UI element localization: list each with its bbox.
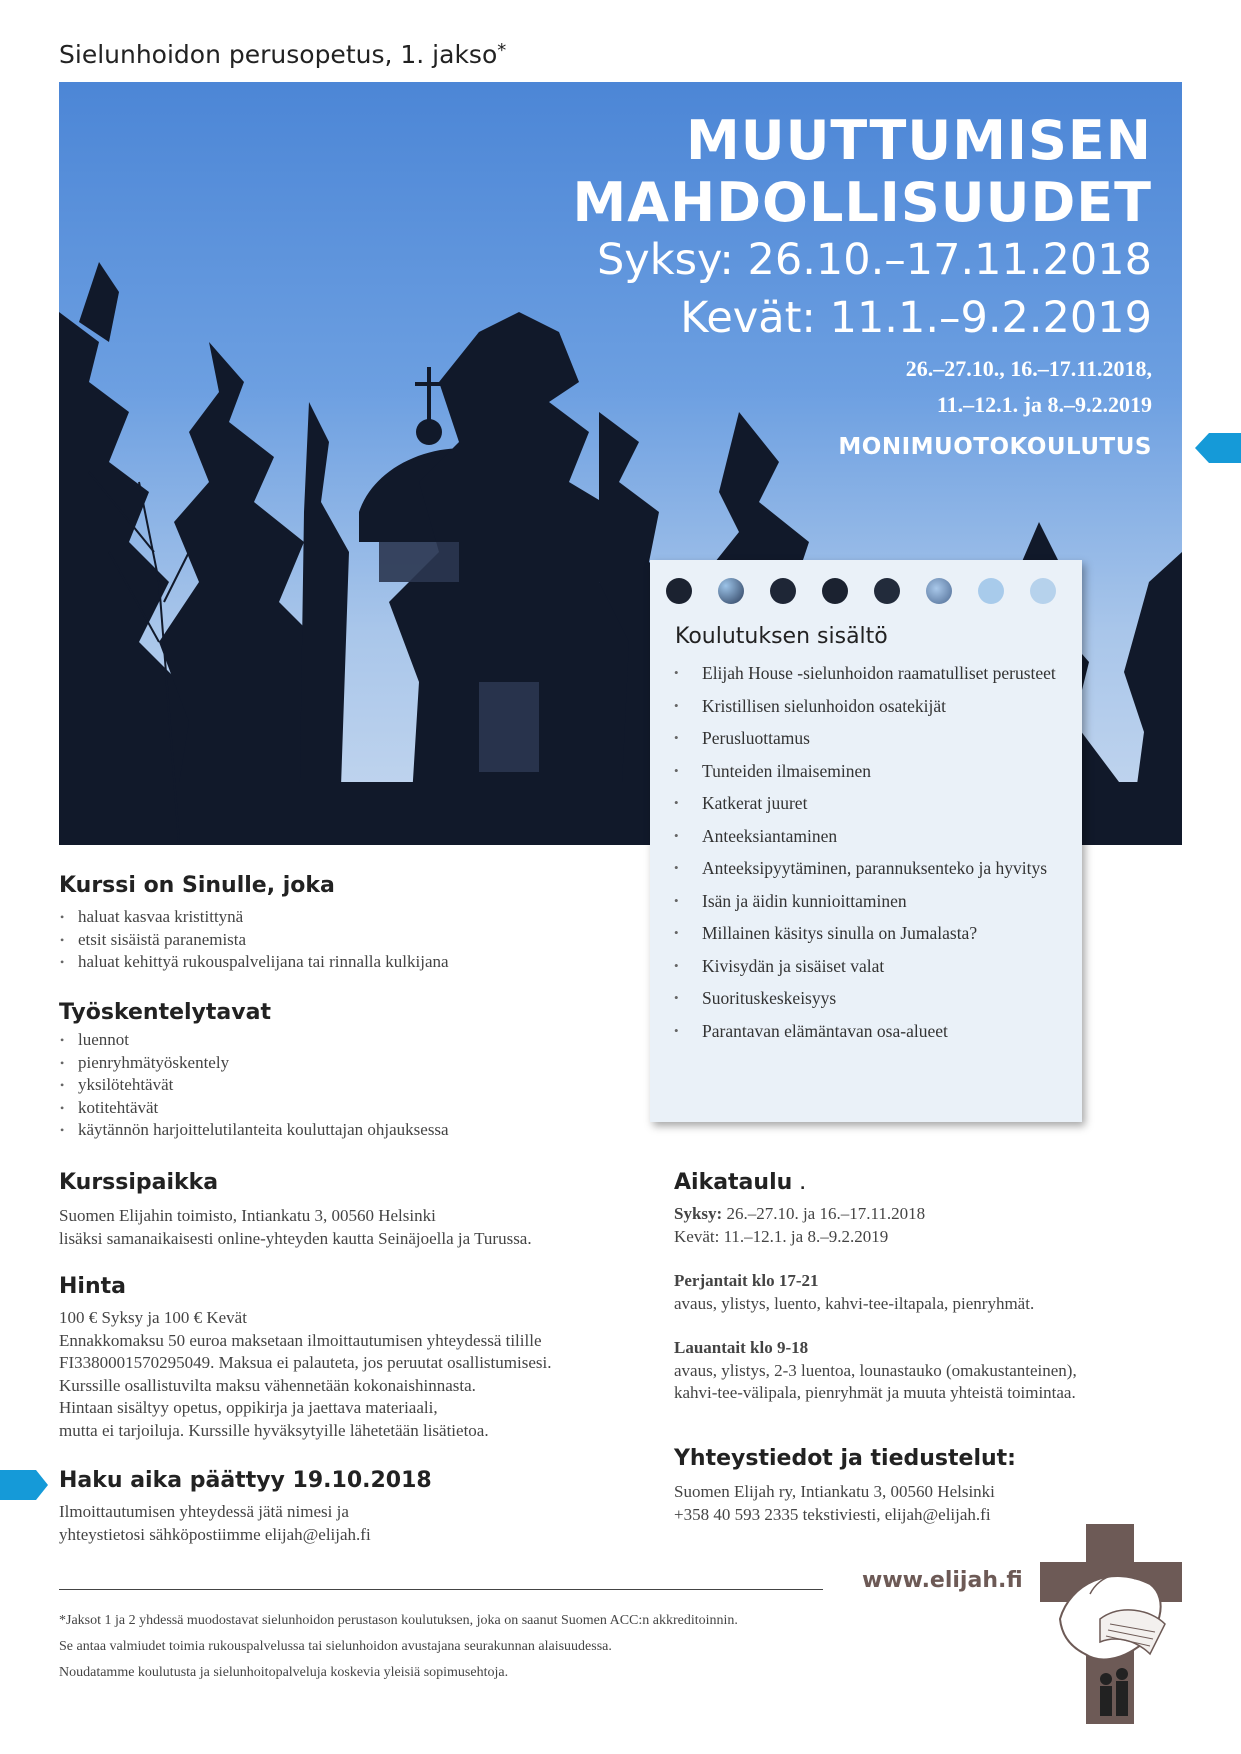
footnote-line: *Jaksot 1 ja 2 yhdessä muodostavat sielunhoidon perustason koulutuksen, joka on saanut Suomen ACC:n akkreditoinnin. bbox=[59, 1613, 738, 1628]
contact-section bbox=[674, 1446, 1194, 1526]
list-item: • Millainen käsitys sinulla on Jumalasta? bbox=[672, 920, 1067, 947]
deadline-text: Ilmoittautumisen yhteydessä jätä nimesi ja bbox=[59, 1502, 349, 1521]
hero-spring-dates: Kevät: 11.1.–9.2.2019 bbox=[680, 293, 1152, 343]
hero-autumn-dates: Syksy: 26.10.–17.11.2018 bbox=[597, 235, 1152, 285]
moon-phase-icon bbox=[666, 578, 692, 604]
course-content-title: Koulutuksen sisältö bbox=[675, 624, 888, 649]
moon-phase-icon bbox=[1030, 578, 1056, 604]
list-item: • luennot bbox=[59, 1029, 619, 1052]
list-item: • Anteeksipyytäminen, parannuksenteko ja hyvitys bbox=[672, 855, 1067, 882]
list-item: • yksilötehtävät bbox=[59, 1074, 619, 1097]
footnote bbox=[59, 1608, 879, 1686]
contact-title: Yhteystiedot ja tiedustelut: bbox=[674, 1446, 1016, 1471]
list-item: • käytännön harjoittelutilanteita kouluttajan ohjauksessa bbox=[59, 1119, 619, 1142]
list-item: • Parantavan elämäntavan osa-alueet bbox=[672, 1018, 1067, 1045]
list-item: • Perusluottamus bbox=[672, 725, 1067, 752]
moon-phase-icon bbox=[874, 578, 900, 604]
contact-address: Suomen Elijah ry, Intiankatu 3, 00560 Helsinki bbox=[674, 1482, 995, 1501]
location-online: lisäksi samanaikaisesti online-yhteyden kautta Seinäjoella ja Turussa. bbox=[59, 1228, 532, 1248]
list-item: • kotitehtävät bbox=[59, 1097, 619, 1120]
price-line: mutta ei tarjoiluja. Kurssille hyväksytyille lähetetään lisätietoa. bbox=[59, 1420, 489, 1440]
list-item: • Katkerat juuret bbox=[672, 790, 1067, 817]
list-item: • Isän ja äidin kunnioittaminen bbox=[672, 888, 1067, 915]
list-item: • Kristillisen sielunhoidon osatekijät bbox=[672, 693, 1067, 720]
moon-phase-icon bbox=[718, 578, 744, 604]
target-audience-title: Kurssi on Sinulle, joka bbox=[59, 873, 335, 898]
contact-phone-email: +358 40 593 2335 tekstiviesti, elijah@elijah.fi bbox=[674, 1504, 991, 1524]
list-item: • Anteeksiantaminen bbox=[672, 823, 1067, 850]
website-link[interactable]: www.elijah.fi bbox=[862, 1568, 1023, 1593]
footer-divider bbox=[59, 1589, 823, 1590]
list-item: • Suorituskeskeisyys bbox=[672, 985, 1067, 1012]
hero-session-dates-2: 11.–12.1. ja 8.–9.2.2019 bbox=[936, 392, 1152, 417]
target-audience-list bbox=[59, 906, 619, 974]
document-title: Sielunhoidon perusopetus, 1. jakso* bbox=[59, 40, 507, 69]
hero-format: MONIMUOTOKOULUTUS bbox=[838, 434, 1152, 460]
saturday-program: avaus, ylistys, 2-3 luentoa, lounastauko (omakustanteinen), bbox=[674, 1360, 1077, 1380]
list-item: • Tunteiden ilmaiseminen bbox=[672, 758, 1067, 785]
moon-phase-icon bbox=[926, 578, 952, 604]
page-tab-marker-right bbox=[1195, 433, 1241, 463]
moon-phase-icon bbox=[822, 578, 848, 604]
price-line: Ennakkomaksu 50 euroa maksetaan ilmoittautumisen yhteydessä tilille bbox=[59, 1330, 542, 1350]
friday-title: Perjantait klo 17-21 bbox=[674, 1271, 819, 1290]
price-line: FI3380001570295049. Maksua ei palauteta, jos peruutat osallistumisesi. bbox=[59, 1353, 552, 1372]
list-item: • haluat kehittyä rukouspalvelijana tai rinnalla kulkijana bbox=[59, 951, 619, 974]
methods-title: Työskentelytavat bbox=[59, 1000, 271, 1025]
elijah-logo bbox=[1040, 1524, 1182, 1724]
saturday-title: Lauantait klo 9-18 bbox=[674, 1338, 809, 1357]
hero-title: MUUTTUMISEN MAHDOLLISUUDET bbox=[572, 109, 1152, 234]
hero-session-dates-1: 26.–27.10., 16.–17.11.2018, bbox=[905, 356, 1152, 381]
list-item: • Elijah House -sielunhoidon raamatulliset perusteet bbox=[672, 660, 1067, 687]
list-item: • haluat kasvaa kristittynä bbox=[59, 906, 619, 929]
schedule-title: Aikataulu . bbox=[674, 1170, 806, 1195]
deadline-section bbox=[59, 1468, 639, 1546]
price-section bbox=[59, 1274, 639, 1442]
footnote-line: Se antaa valmiudet toimia rukouspalvelussa tai sielunhoidon avustajana seurakunnan alaisuudessa. bbox=[59, 1639, 612, 1654]
footnote-line: Noudatamme koulutusta ja sielunhoitopalveluja koskevia yleisiä sopimusehtoja. bbox=[59, 1665, 509, 1680]
schedule-section bbox=[674, 1170, 1194, 1405]
list-item: • etsit sisäistä paranemista bbox=[59, 929, 619, 952]
course-content-list bbox=[672, 660, 1067, 1050]
location-section bbox=[59, 1170, 639, 1250]
location-title: Kurssipaikka bbox=[59, 1170, 219, 1195]
price-line: Hintaan sisältyy opetus, oppikirja ja jaettava materiaali, bbox=[59, 1398, 438, 1417]
location-address: Suomen Elijahin toimisto, Intiankatu 3, 00560 Helsinki bbox=[59, 1206, 436, 1225]
deadline-email-text: yhteystietosi sähköpostiimme elijah@elijah.fi bbox=[59, 1524, 371, 1544]
saturday-program: kahvi-tee-välipala, pienryhmät ja muuta yhteistä toimintaa. bbox=[674, 1383, 1076, 1402]
price-line: Kurssille osallistuvilta maksu vähennetään kokonaishinnasta. bbox=[59, 1375, 476, 1395]
methods-list bbox=[59, 1029, 619, 1142]
price-line: 100 € Syksy ja 100 € Kevät bbox=[59, 1308, 247, 1327]
schedule-spring: Kevät: 11.–12.1. ja 8.–9.2.2019 bbox=[674, 1226, 889, 1246]
page-tab-marker-left bbox=[0, 1470, 48, 1500]
methods-section bbox=[59, 1000, 619, 1142]
price-title: Hinta bbox=[59, 1274, 126, 1299]
moon-phase-icon bbox=[978, 578, 1004, 604]
course-content-card bbox=[650, 560, 1082, 1122]
deadline-title: Haku aika päättyy 19.10.2018 bbox=[59, 1468, 432, 1493]
list-item: • Kivisydän ja sisäiset valat bbox=[672, 953, 1067, 980]
list-item: • pienryhmätyöskentely bbox=[59, 1052, 619, 1075]
friday-program: avaus, ylistys, luento, kahvi-tee-iltapala, pienryhmät. bbox=[674, 1293, 1035, 1313]
moon-phase-icon bbox=[770, 578, 796, 604]
schedule-autumn: Syksy: 26.–27.10. ja 16.–17.11.2018 bbox=[674, 1204, 926, 1223]
target-audience-section bbox=[59, 873, 619, 974]
